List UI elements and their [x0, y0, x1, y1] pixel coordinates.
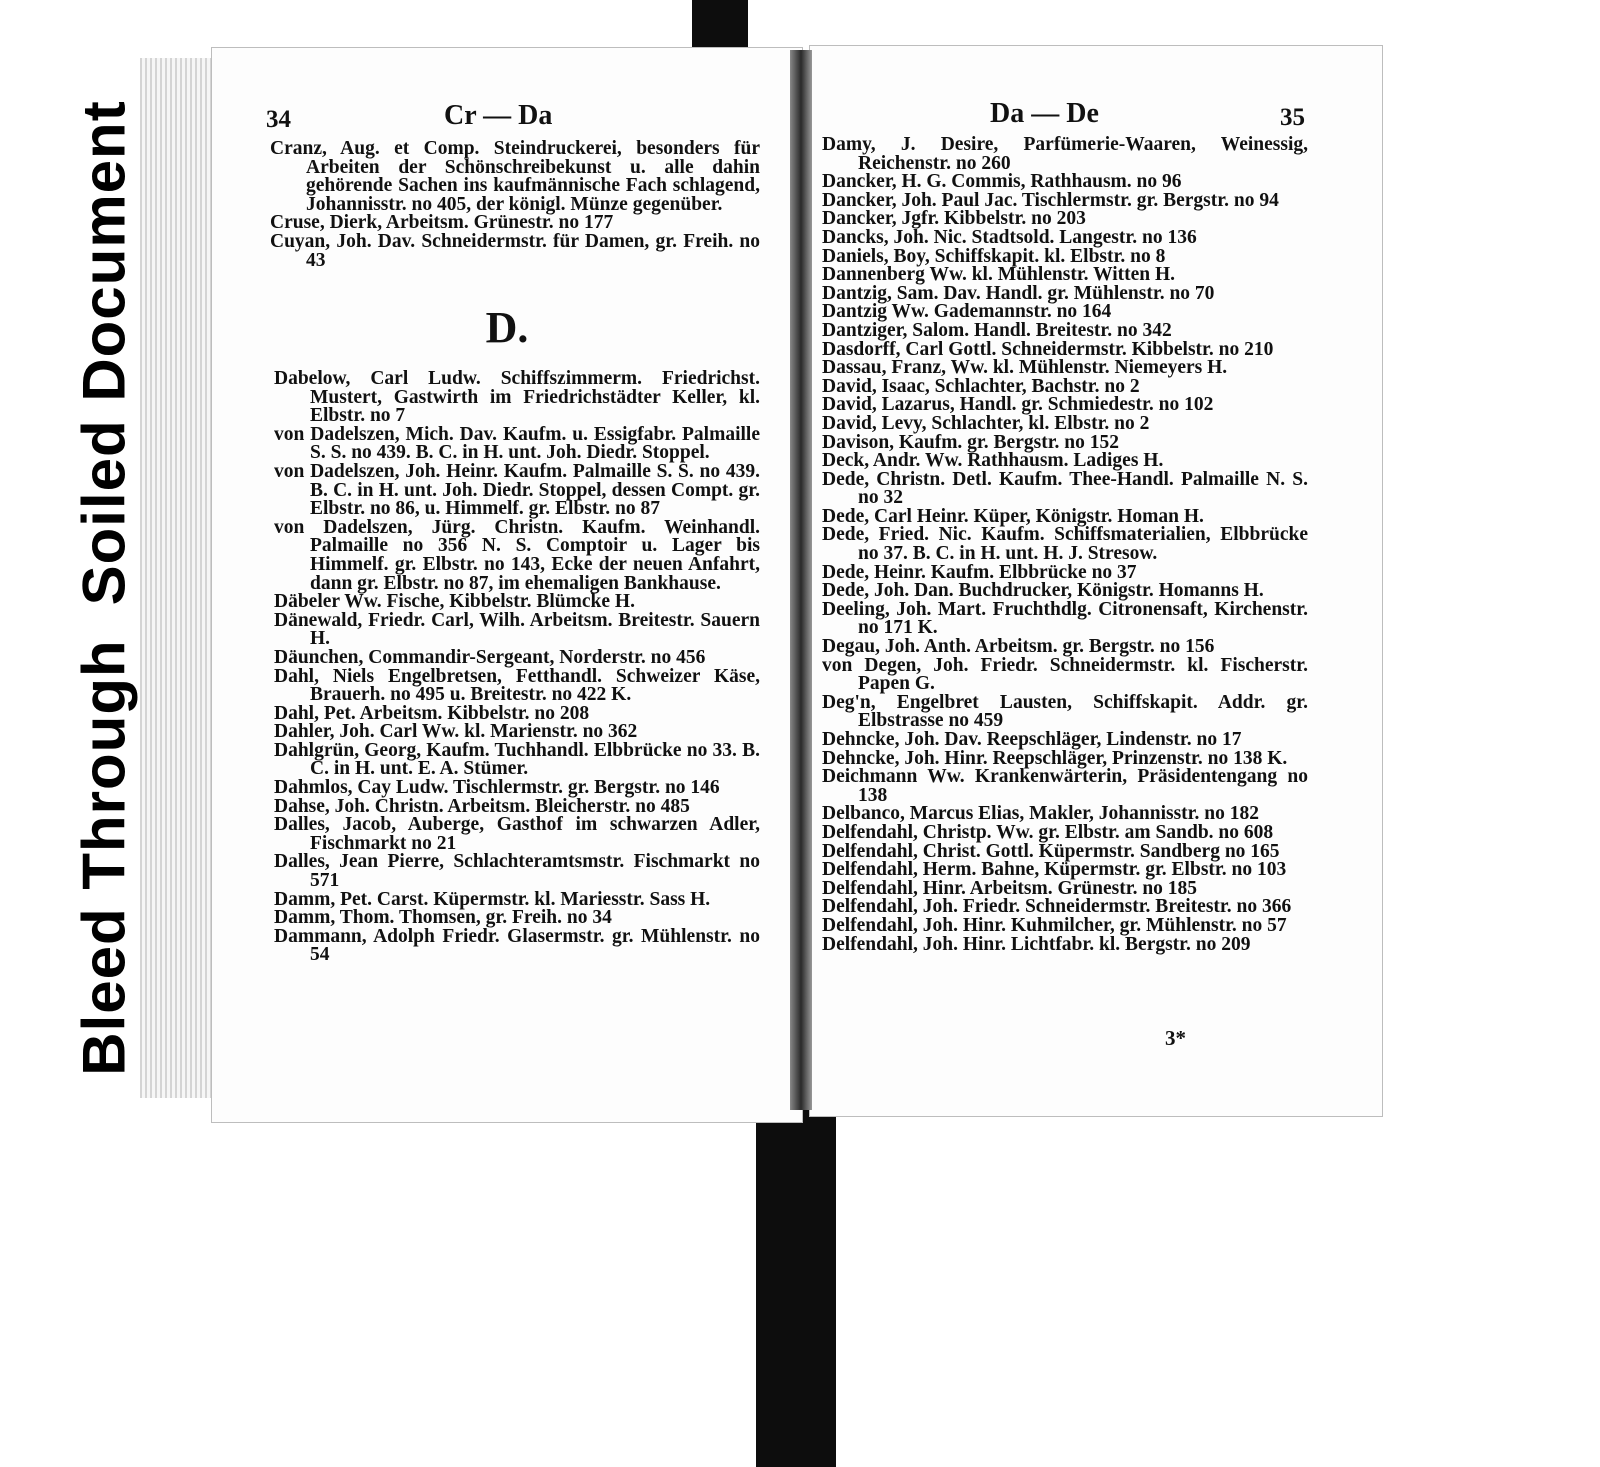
directory-entry: Delfendahl, Christ. Gottl. Küpermstr. Sandberg no 165 [822, 840, 1280, 862]
directory-entry: Dahlgrün, Georg, Kaufm. Tuchhandl. Elbbrücke no 33. B. C. in H. unt. E. A. Stümer. [274, 739, 760, 780]
right-page-number: 35 [1280, 104, 1305, 131]
directory-entry: Deg'n, Engelbret Lausten, Schiffskapit. Addr. gr. Elbstrasse no 459 [822, 691, 1308, 732]
directory-entry: Dantzig, Sam. Dav. Handl. gr. Mühlenstr. no 70 [822, 282, 1215, 304]
left-entries [274, 370, 760, 965]
left-page-catchword: Cr — Da [444, 100, 553, 131]
right-entries [822, 136, 1308, 954]
directory-entry: von Dadelszen, Mich. Dav. Kaufm. u. Essigfabr. Palmaille S. S. no 439. B. C. in H. unt. Joh. Diedr. Stoppel. [274, 423, 760, 464]
directory-entry: Daniels, Boy, Schiffskapit. kl. Elbstr. no 8 [822, 245, 1166, 267]
directory-entry: Delfendahl, Hinr. Arbeitsm. Grünestr. no 185 [822, 877, 1198, 899]
directory-entry: Däbeler Ww. Fische, Kibbelstr. Blümcke H. [274, 591, 635, 613]
page-edges [140, 58, 222, 1098]
directory-entry: Dancker, Jgfr. Kibbelstr. no 203 [822, 208, 1086, 230]
directory-entry: Dannenberg Ww. kl. Mühlenstr. Witten H. [822, 264, 1176, 286]
directory-entry: Deichmann Ww. Krankenwärterin, Präsidentengang no 138 [822, 766, 1308, 806]
directory-entry: Dalles, Jacob, Auberge, Gasthof im schwarzen Adler, Fischmarkt no 21 [274, 814, 760, 854]
directory-entry: Damm, Thom. Thomsen, gr. Freih. no 34 [274, 907, 612, 929]
directory-entry: Delfendahl, Joh. Hinr. Lichtfabr. kl. Bergstr. no 209 [822, 933, 1251, 955]
soiled-document-label: Soiled Document [70, 100, 138, 606]
directory-entry: Dantziger, Salom. Handl. Breitestr. no 342 [822, 319, 1172, 341]
directory-entry: Delfendahl, Christp. Ww. gr. Elbstr. am Sandb. no 608 [822, 821, 1274, 843]
directory-entry: Dänewald, Friedr. Carl, Wilh. Arbeitsm. Breitestr. Sauern H. [274, 609, 760, 650]
right-page [810, 46, 1382, 1116]
directory-entry: Damy, J. Desire, Parfümerie-Waaren, Weinessig, Reichenstr. no 260 [822, 134, 1308, 174]
directory-entry: Dammann, Adolph Friedr. Glasermstr. gr. Mühlenstr. no 54 [274, 925, 760, 966]
condition-label-text [70, 88, 139, 1088]
directory-entry: Dede, Fried. Nic. Kaufm. Schiffsmaterialien, Elbbrücke no 37. B. C. in H. unt. H. J. Stresow. [822, 524, 1308, 565]
directory-entry: David, Lazarus, Handl. gr. Schmiedestr. no 102 [822, 394, 1214, 416]
directory-entry: Dahler, Joh. Carl Ww. kl. Marienstr. no 362 [274, 721, 638, 743]
directory-entry: Damm, Pet. Carst. Küpermstr. kl. Mariesstr. Sass H. [274, 888, 711, 910]
book-gutter [790, 50, 812, 1110]
left-page-number: 34 [266, 106, 291, 133]
directory-entry: Dehncke, Joh. Hinr. Reepschläger, Prinzenstr. no 138 K. [822, 747, 1288, 769]
directory-entry: von Degen, Joh. Friedr. Schneidermstr. kl. Fischerstr. Papen G. [822, 654, 1308, 695]
right-page-header [810, 98, 1382, 138]
directory-entry: Dahmlos, Cay Ludw. Tischlermstr. gr. Bergstr. no 146 [274, 777, 720, 799]
directory-entry: Dancker, H. G. Commis, Rathhausm. no 96 [822, 171, 1182, 193]
directory-entry: Dancker, Joh. Paul Jac. Tischlermstr. gr. Bergstr. no 94 [822, 189, 1279, 211]
left-page-header [212, 100, 802, 140]
directory-entry: Delfendahl, Joh. Friedr. Schneidermstr. Breitestr. no 366 [822, 896, 1292, 918]
directory-entry: Dassau, Franz, Ww. kl. Mühlenstr. Niemeyers H. [822, 357, 1228, 379]
signature-mark: 3* [1165, 1026, 1186, 1050]
left-entries-before [270, 140, 760, 270]
directory-entry: Dede, Christn. Detl. Kaufm. Thee-Handl. Palmaille N. S. no 32 [822, 468, 1308, 509]
section-letter: D. [485, 303, 529, 352]
directory-entry: Däunchen, Commandir-Sergeant, Norderstr. no 456 [274, 646, 706, 668]
directory-entry: Dede, Joh. Dan. Buchdrucker, Königstr. Homanns H. [822, 580, 1264, 602]
directory-entry: von Dadelszen, Jürg. Christn. Kaufm. Weinhandl. Palmaille no 356 N. S. Comptoir u. Lager bis Himmelf. gr. Elbstr. no 143, Ecke der neuen Anfahrt, dann gr. Elbstr. no 87, im ehemaligen Bankhause. [274, 516, 760, 594]
directory-entry: Cranz, Aug. et Comp. Steindruckerei, besonders für Arbeiten der Schönschreibekunst u. alle dahin gehörende Sachen ins kaufmännische Fach schlagend, Johannisstr. no 405, der königl. Münze gegenüber. [270, 138, 760, 215]
directory-entry: Dahl, Pet. Arbeitsm. Kibbelstr. no 208 [274, 702, 590, 724]
directory-entry: Delfendahl, Joh. Hinr. Kuhmilcher, gr. Mühlenstr. no 57 [822, 914, 1287, 936]
directory-entry: Delbanco, Marcus Elias, Makler, Johannisstr. no 182 [822, 803, 1259, 825]
directory-entry: Deeling, Joh. Mart. Fruchthdlg. Citronensaft, Kirchenstr. no 171 K. [822, 598, 1308, 639]
left-page [212, 48, 802, 1122]
directory-entry: Degau, Joh. Anth. Arbeitsm. gr. Bergstr. no 156 [822, 636, 1215, 658]
directory-entry: David, Levy, Schlachter, kl. Elbstr. no 2 [822, 412, 1150, 434]
directory-entry: Cuyan, Joh. Dav. Schneidermstr. für Damen, gr. Freih. no 43 [270, 230, 760, 271]
directory-entry: Dede, Carl Heinr. Küper, Königstr. Homan H. [822, 505, 1204, 527]
directory-entry: Dahse, Joh. Christn. Arbeitsm. Bleicherstr. no 485 [274, 795, 690, 817]
directory-entry: Davison, Kaufm. gr. Bergstr. no 152 [822, 431, 1120, 453]
directory-entry: Deck, Andr. Ww. Rathhausm. Ladiges H. [822, 450, 1164, 472]
directory-entry: Dalles, Jean Pierre, Schlachteramtsmstr. Fischmarkt no 571 [274, 851, 760, 892]
directory-entry: Dancks, Joh. Nic. Stadtsold. Langestr. no 136 [822, 226, 1197, 248]
directory-entry: Dahl, Niels Engelbretsen, Fetthandl. Schweizer Käse, Brauerh. no 495 u. Breitestr. no 422 K. [274, 665, 760, 706]
directory-entry: Delfendahl, Herm. Bahne, Küpermstr. gr. Elbstr. no 103 [822, 859, 1287, 881]
directory-entry: David, Isaac, Schlachter, Bachstr. no 2 [822, 375, 1140, 397]
directory-entry: Dehncke, Joh. Dav. Reepschläger, Lindenstr. no 17 [822, 729, 1242, 750]
directory-entry: Dantzig Ww. Gademannstr. no 164 [822, 301, 1112, 323]
directory-entry: Dede, Heinr. Kaufm. Elbbrücke no 37 [822, 561, 1137, 583]
binding-strip-bottom [756, 1102, 836, 1467]
directory-entry: Dasdorff, Carl Gottl. Schneidermstr. Kibbelstr. no 210 [822, 338, 1274, 360]
bleed-through-label: Bleed Through [70, 639, 138, 1076]
directory-entry: Cruse, Dierk, Arbeitsm. Grünestr. no 177 [270, 212, 614, 234]
directory-entry: Dabelow, Carl Ludw. Schiffszimmerm. Friedrichst. Mustert, Gastwirth im Friedrichstädter Keller, kl. Elbstr. no 7 [274, 368, 760, 427]
right-page-catchword: Da — De [990, 98, 1099, 129]
directory-entry: von Dadelszen, Joh. Heinr. Kaufm. Palmaille S. S. no 439. B. C. in H. unt. Joh. Diedr. Stoppel, dessen Compt. gr. Elbstr. no 86, u. Himmelf. gr. Elbstr. no 87 [274, 460, 760, 520]
binding-strip-top [692, 0, 748, 52]
